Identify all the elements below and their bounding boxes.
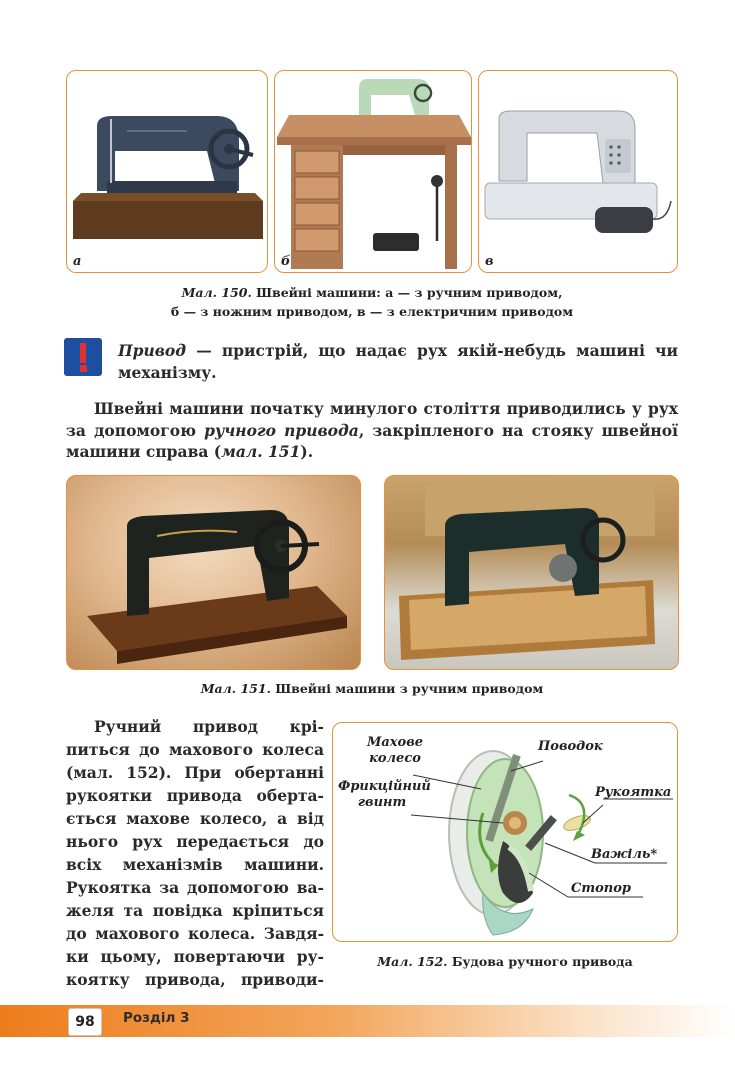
label-friction-screw: Фрикційний гвинт (338, 779, 431, 810)
figure-150-caption (66, 283, 678, 321)
paragraph-2-line: рукоятки привода оберта- (66, 786, 324, 805)
paragraph-2-line: ється махове колесо, а від (66, 809, 324, 828)
paragraph-2 (66, 715, 324, 991)
paragraph-1-ref: мал. 151 (221, 442, 301, 461)
section-label: Розділ 3 (123, 1010, 190, 1026)
figure-152 (332, 722, 678, 942)
figure-150a (66, 70, 268, 273)
paragraph-1-emphasis: ручного привода (204, 420, 359, 440)
figure-150-ref: Мал. 150. (181, 285, 252, 300)
figure-150b (274, 70, 472, 273)
paragraph-2-line: Ручний привод крі- (94, 717, 324, 736)
paragraph-1 (66, 398, 678, 463)
figure-150-caption-line2: б — з ножним приводом, в — з електричним приводом (170, 304, 574, 319)
paragraph-2-line: коятку привода, приводи- (66, 970, 324, 989)
treadle-sewing-machine-illustration (275, 71, 472, 273)
paragraph-2-line: всіх механізмів машини. (66, 855, 324, 874)
paragraph-1-part2: , закріпленого на стояку швейної машини справа ( (66, 420, 679, 461)
paragraph-2-line: нього рух передається до (66, 832, 324, 851)
label-flywheel: Махове колесо (366, 735, 424, 766)
definition-body: — пристрій, що надає рух якій-небудь машині чи механізму. (118, 341, 678, 382)
paragraph-2-line: (мал. 152). При обертанні (66, 763, 324, 782)
label-handle: Рукоятка (595, 785, 672, 800)
page-number: 98 (68, 1008, 102, 1036)
figure-152-caption (332, 952, 678, 971)
definition-text (118, 340, 678, 383)
figure-151-caption (66, 679, 678, 698)
antique-sewing-machine-box-photo (385, 476, 679, 670)
exclamation-icon (64, 338, 102, 376)
paragraph-1-part3: ). (300, 442, 314, 461)
label-stopper: Стопор (571, 881, 631, 896)
figure-151-caption-text: Швейні машини з ручним приводом (275, 681, 544, 696)
footer-bar (0, 1005, 735, 1037)
label-lever: Важіль* (591, 847, 658, 862)
figure-152-ref: Мал. 152. (377, 954, 448, 969)
figure-151-photo-left (66, 475, 361, 670)
paragraph-2-line: желя та повідка кріпиться (66, 901, 324, 920)
figure-151-ref: Мал. 151. (200, 681, 271, 696)
figure-150-caption-line1: Швейні машини: а — з ручним приводом, (256, 285, 563, 300)
hand-sewing-machine-illustration (67, 71, 268, 273)
figure-150c (478, 70, 678, 273)
paragraph-2-line: до махового колеса. Завдя- (66, 924, 324, 943)
antique-sewing-machine-photo (67, 476, 361, 670)
figure-150a-label: а (73, 254, 82, 269)
label-leash: Поводок (538, 739, 603, 754)
figure-150c-label: в (485, 254, 494, 269)
paragraph-2-line: питься до махового колеса (66, 740, 324, 759)
electric-sewing-machine-illustration (479, 71, 678, 273)
figure-150b-label: б (281, 254, 291, 269)
paragraph-2-line: ки цьому, повертаючи ру- (66, 947, 324, 966)
paragraph-1-part1: Швейні машини початку минулого століття приводились у рух за допомогою (66, 399, 678, 440)
definition-term: Привод (118, 341, 187, 360)
figure-152-caption-text: Будова ручного привода (451, 954, 633, 969)
figure-151-photo-right (384, 475, 679, 670)
paragraph-2-line: Рукоятка за допомогою ва- (66, 878, 324, 897)
